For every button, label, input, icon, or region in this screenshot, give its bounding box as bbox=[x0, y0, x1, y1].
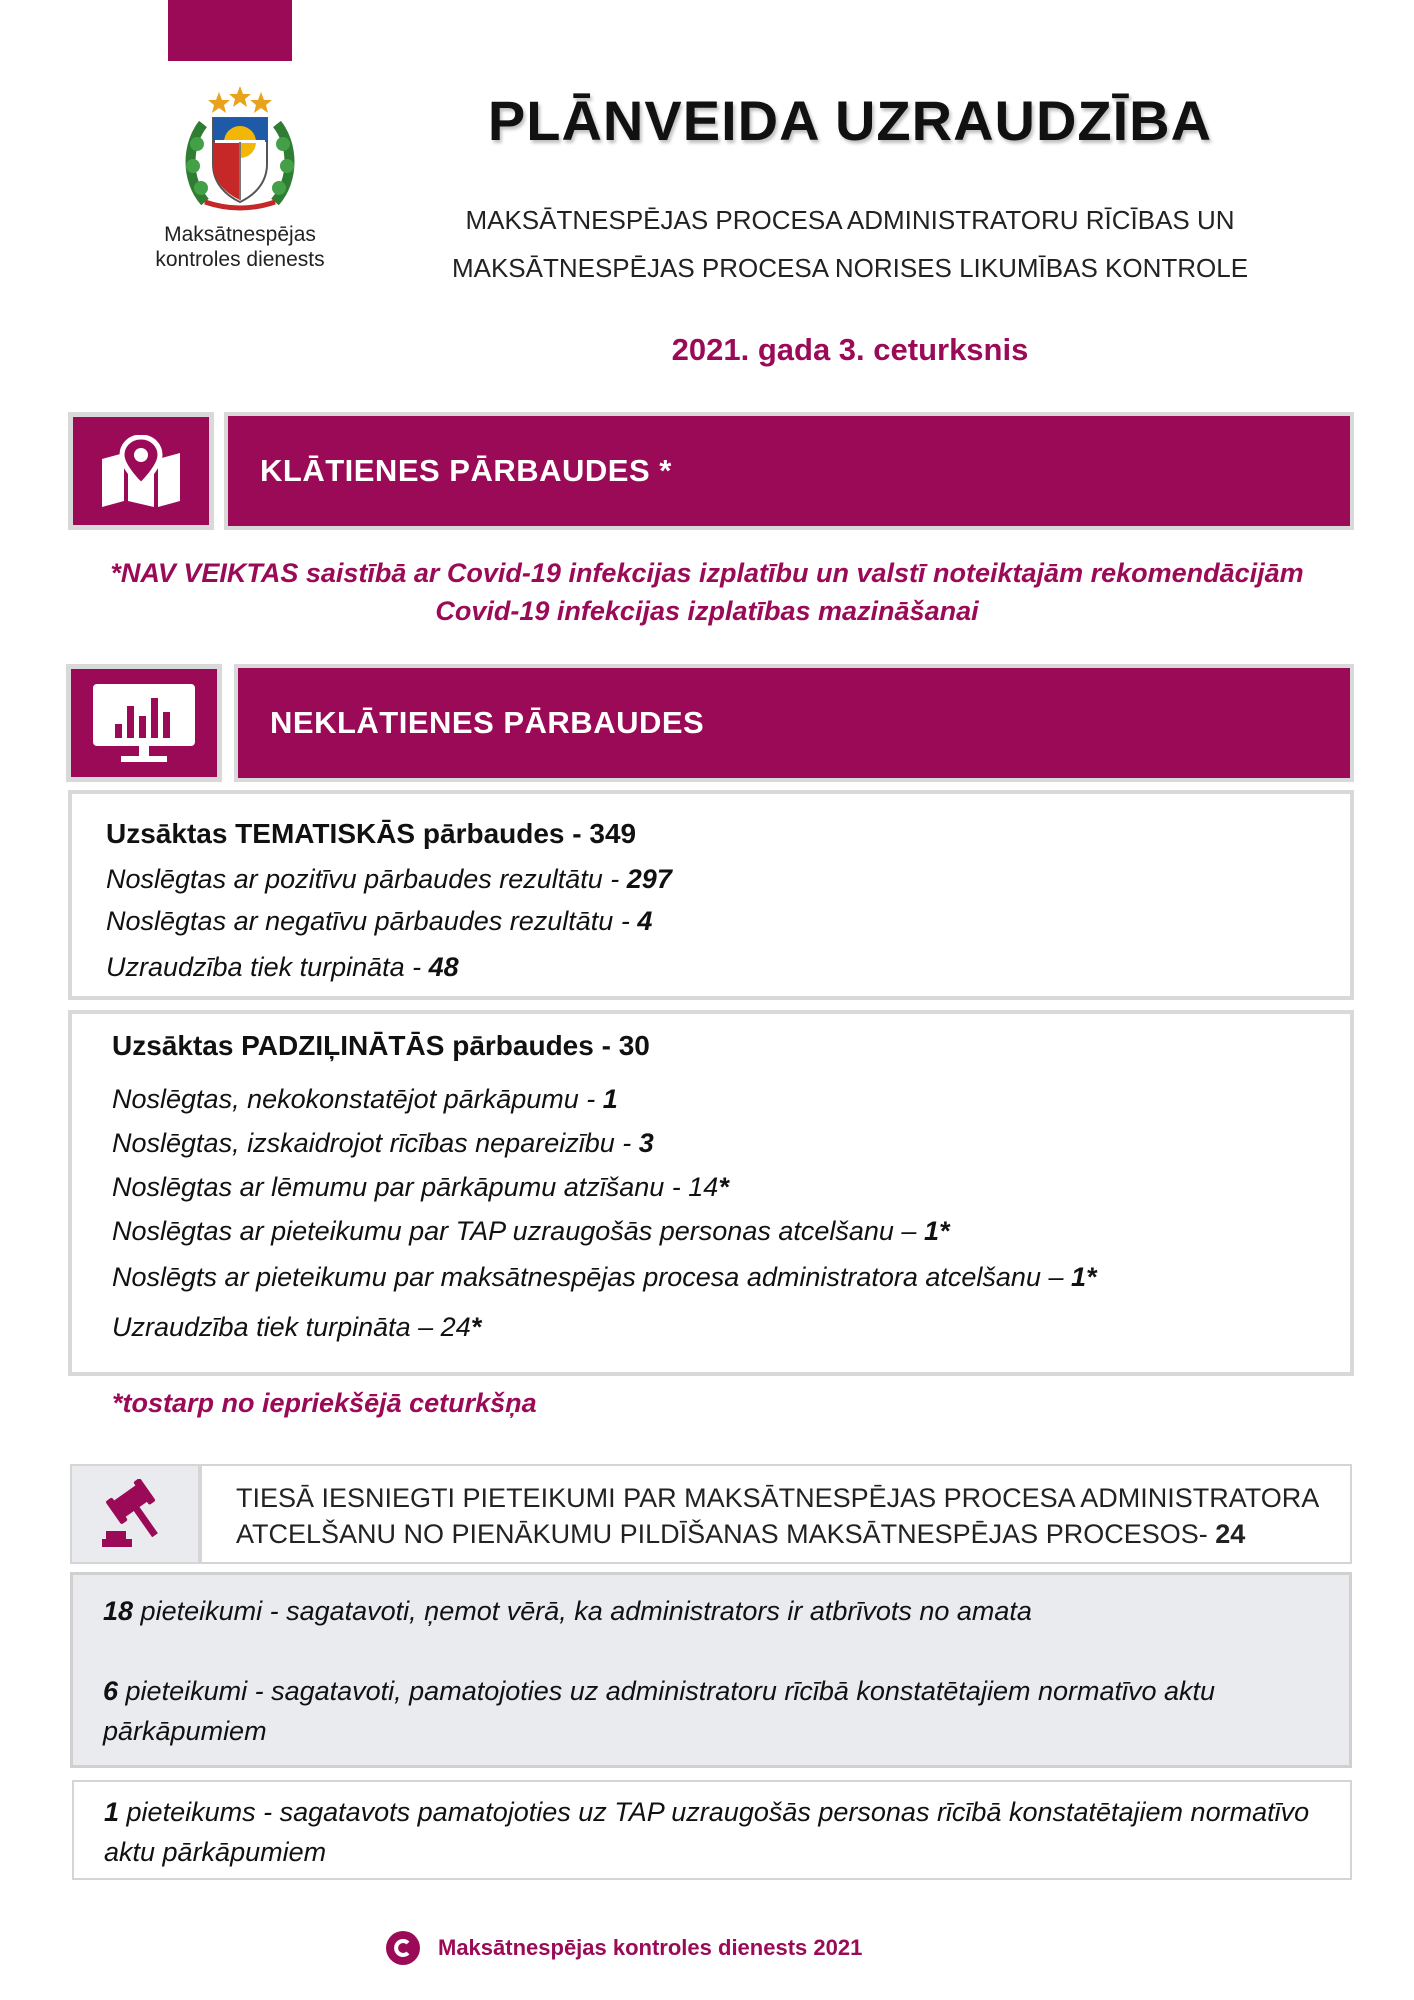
indepth-item: Noslēgtas ar lēmumu par pārkāpumu atzīšanu - 14* bbox=[112, 1172, 729, 1202]
onsite-note-line2: Covid-19 infekcijas izplatības mazināšanai bbox=[435, 596, 979, 626]
court-total: 24 bbox=[1215, 1519, 1246, 1549]
onsite-note bbox=[60, 554, 1354, 630]
org-name-line1: Maksātnespējas bbox=[164, 223, 316, 246]
onsite-icon-box bbox=[68, 412, 214, 530]
org-name-line2: kontroles dienests bbox=[155, 248, 325, 271]
indepth-heading: Uzsāktas PADZIĻINĀTĀS pārbaudes - 30 bbox=[112, 1030, 650, 1061]
indepth-panel bbox=[68, 1010, 1354, 1376]
subtitle-line2: MAKSĀTNESPĒJAS PROCESA NORISES LIKUMĪBAS KONTROLE bbox=[451, 253, 1249, 283]
footer-text: Maksātnespējas kontroles dienests 2021 bbox=[438, 1935, 863, 1960]
indepth-item: Noslēgtas, izskaidrojot rīcības nepareizību - 3 bbox=[112, 1128, 654, 1158]
onsite-title: KLĀTIENES PĀRBAUDES * bbox=[260, 453, 672, 488]
court-entry: 6 pieteikumi - sagatavoti, pamatojoties uz administratoru rīcībā konstatētajiem normatīvo aktu pārkāpumiem bbox=[103, 1676, 1216, 1746]
indepth-item: Noslēgtas ar pieteikumu par TAP uzraugošās personas atcelšanu – 1* bbox=[112, 1216, 950, 1246]
copyright-icon bbox=[386, 1931, 420, 1965]
court-summary bbox=[200, 1464, 1352, 1564]
thematic-item: Noslēgtas ar pozitīvu pārbaudes rezultātu - 297 bbox=[106, 864, 672, 894]
court-icon-box bbox=[70, 1464, 200, 1564]
map-pin-icon bbox=[98, 435, 184, 507]
subtitle-line1: MAKSĀTNESPĒJAS PROCESA ADMINISTRATORU RĪCĪBAS UN bbox=[465, 205, 1235, 235]
header-accent-tab bbox=[168, 0, 292, 61]
thematic-item: Uzraudzība tiek turpināta - 48 bbox=[106, 952, 459, 982]
indepth-item: Noslēgtas, nekokonstatējot pārkāpumu - 1 bbox=[112, 1084, 618, 1114]
court-entry: 1 pieteikums - sagatavots pamatojoties uz TAP uzraugošās personas rīcībā konstatētajiem normatīvo aktu pārkāpumiem bbox=[104, 1797, 1310, 1867]
court-line2: ATCELŠANU NO PIENĀKUMU PILDĪŠANAS MAKSĀTNESPĒJAS PROCESOS- 24 bbox=[236, 1519, 1246, 1549]
report-period: 2021. gada 3. ceturksnis bbox=[671, 332, 1029, 367]
thematic-heading: Uzsāktas TEMATISKĀS pārbaudes - 349 bbox=[106, 818, 637, 849]
onsite-note-line1: *NAV VEIKTAS saistībā ar Covid-19 infekcijas izplatību un valstī noteiktajām rekomendācijām bbox=[110, 558, 1304, 588]
court-line1: TIESĀ IESNIEGTI PIETEIKUMI PAR MAKSĀTNESPĒJAS PROCESA ADMINISTRATORA bbox=[236, 1483, 1320, 1513]
page-subtitle bbox=[400, 196, 1300, 292]
onsite-banner bbox=[224, 412, 1354, 530]
court-details-panel bbox=[70, 1572, 1352, 1768]
indepth-footnote: *tostarp no iepriekšējā ceturkšņa bbox=[112, 1388, 537, 1418]
thematic-item: Noslēgtas ar negatīvu pārbaudes rezultātu - 4 bbox=[106, 906, 653, 936]
remote-title: NEKLĀTIENES PĀRBAUDES bbox=[270, 705, 705, 740]
remote-icon-box bbox=[66, 664, 222, 782]
monitor-chart-icon bbox=[89, 680, 199, 766]
indepth-item: Uzraudzība tiek turpināta – 24* bbox=[112, 1312, 482, 1342]
remote-banner bbox=[234, 664, 1354, 782]
org-logo bbox=[120, 84, 360, 284]
coat-of-arms-icon bbox=[175, 84, 305, 214]
page-title: PLĀNVEIDA UZRAUDZĪBA bbox=[487, 89, 1213, 152]
court-entry: 18 pieteikumi - sagatavoti, ņemot vērā, ka administrators ir atbrīvots no amata bbox=[103, 1596, 1032, 1626]
footer bbox=[386, 1928, 862, 1968]
gavel-icon bbox=[102, 1479, 168, 1549]
court-tap-panel bbox=[72, 1780, 1352, 1880]
indepth-item: Noslēgts ar pieteikumu par maksātnespējas procesa administratora atcelšanu – 1* bbox=[112, 1262, 1097, 1292]
thematic-panel bbox=[68, 790, 1354, 1000]
